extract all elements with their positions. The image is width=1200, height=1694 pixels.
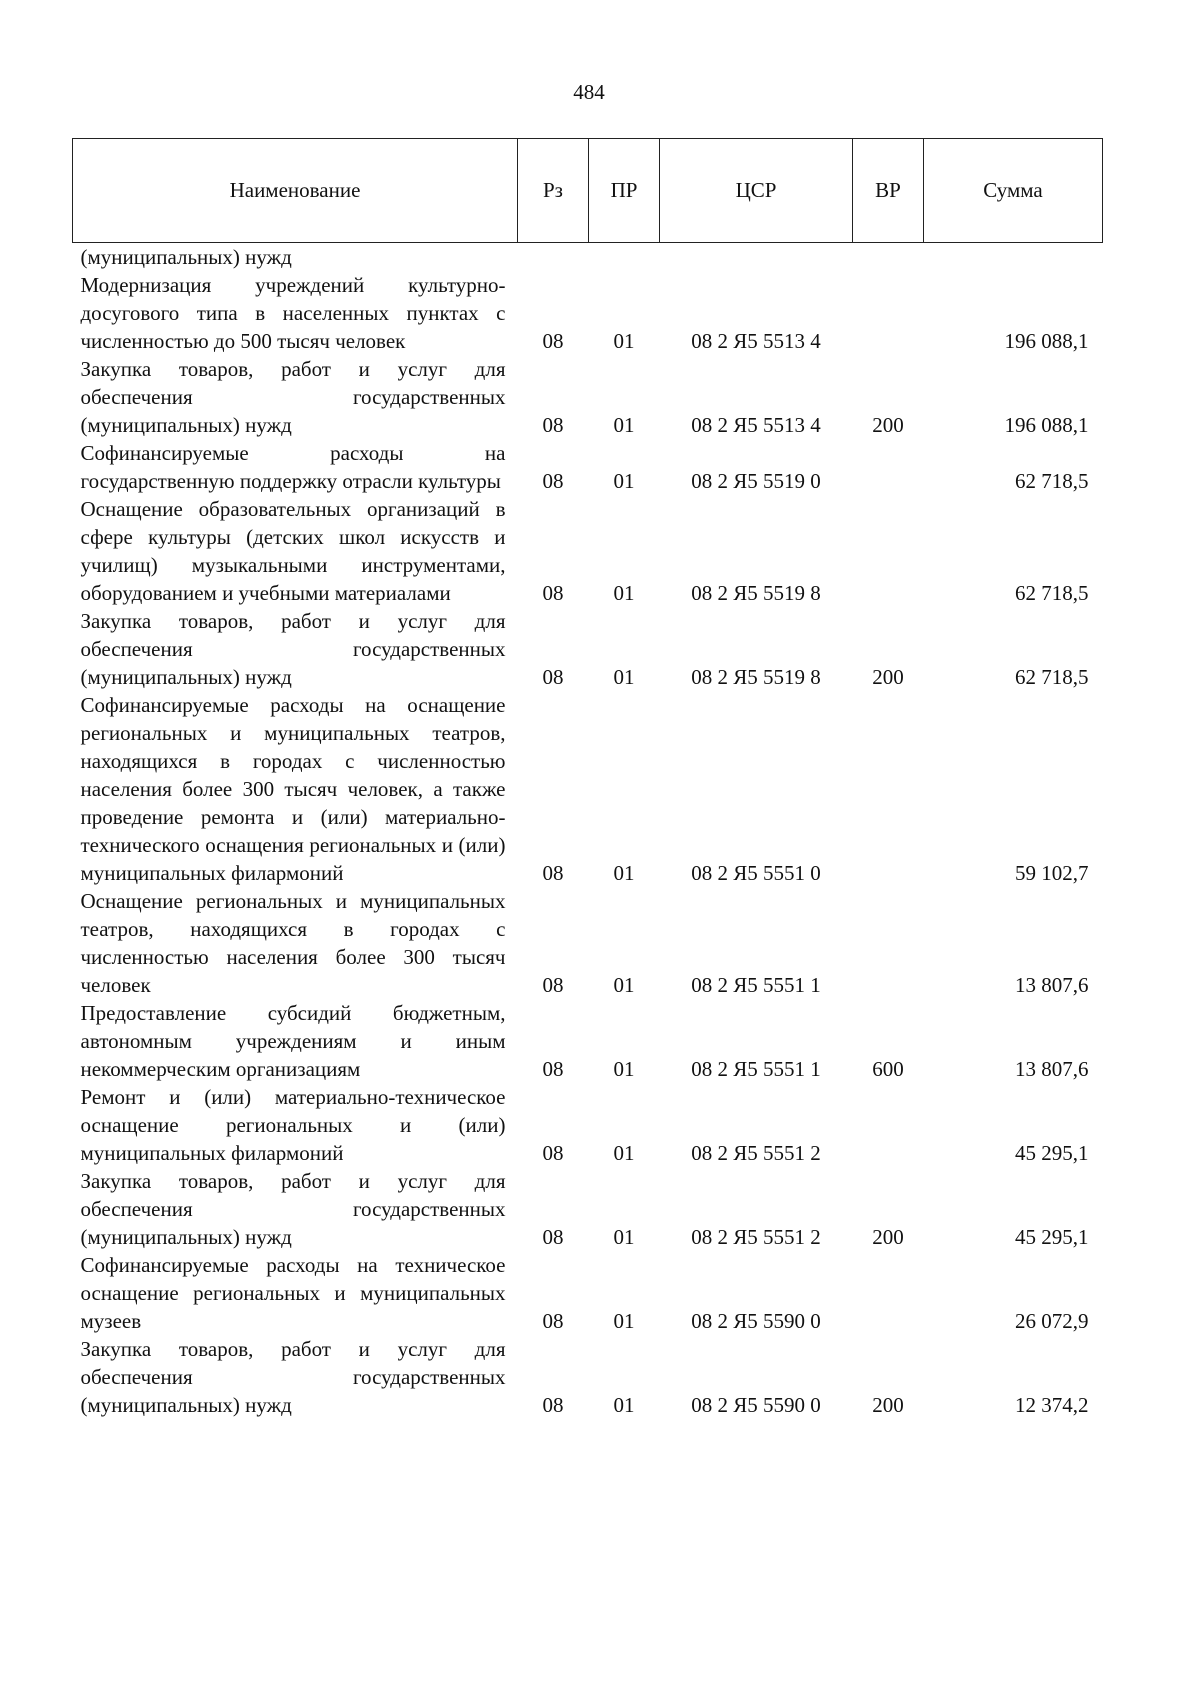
cell-pr: 01 (613, 973, 635, 997)
cell-csr: 08 2 Я5 5519 8 (691, 581, 821, 605)
cell-sum: 45 295,1 (1015, 1141, 1089, 1165)
cell-csr: 08 2 Я5 5513 4 (691, 329, 821, 353)
cell-name: Закупка товаров, работ и услуг для обеспечения государственных (муниципальных) нужд (80, 1337, 506, 1417)
cell-pr: 01 (613, 329, 635, 353)
cell-rz: 08 (542, 329, 564, 353)
table-row (73, 439, 1103, 495)
cell-csr: 08 2 Я5 5590 0 (691, 1309, 821, 1333)
cell-rz: 08 (542, 581, 564, 605)
cell-sum: 12 374,2 (1015, 1393, 1089, 1417)
table-row (73, 999, 1103, 1083)
cell-rz: 08 (542, 469, 564, 493)
cell-sum: 196 088,1 (1004, 413, 1089, 437)
header-sum: Сумма (924, 139, 1103, 243)
cell-sum: 62 718,5 (1015, 469, 1089, 493)
cell-csr: 08 2 Я5 5513 4 (691, 413, 821, 437)
cell-vr (853, 495, 924, 607)
cell-sum: 59 102,7 (1015, 861, 1089, 885)
table-row (73, 1083, 1103, 1167)
table-row (73, 691, 1103, 887)
table-row (73, 495, 1103, 607)
header-csr: ЦСР (660, 139, 853, 243)
table-body (73, 243, 1103, 1420)
cell-vr (853, 271, 924, 355)
cell-pr: 01 (613, 861, 635, 885)
cell-name: Закупка товаров, работ и услуг для обеспечения государственных (муниципальных) нужд (80, 609, 506, 689)
cell-pr: 01 (613, 1393, 635, 1417)
cell-sum: 62 718,5 (1015, 665, 1089, 689)
cell-pr: 01 (613, 413, 635, 437)
cell-sum (924, 243, 1103, 272)
cell-vr: 200 (872, 1225, 904, 1249)
cell-vr: 200 (872, 1393, 904, 1417)
cell-sum: 196 088,1 (1004, 329, 1089, 353)
cell-name: Ремонт и (или) материально-техническое оснащение региональных и (или) муниципальных филармоний (80, 1085, 506, 1165)
table-row (73, 271, 1103, 355)
header-row (73, 139, 1103, 243)
cell-name: Предоставление субсидий бюджетным, автономным учреждениям и иным некоммерческим организациям (80, 1001, 506, 1081)
cell-sum: 62 718,5 (1015, 581, 1089, 605)
table-row (73, 607, 1103, 691)
cell-vr (853, 887, 924, 999)
cell-vr (853, 691, 924, 887)
table-row (73, 887, 1103, 999)
header-name: Наименование (73, 139, 518, 243)
cell-sum: 13 807,6 (1015, 1057, 1089, 1081)
cell-csr: 08 2 Я5 5551 2 (691, 1225, 821, 1249)
cell-pr: 01 (613, 665, 635, 689)
cell-vr (853, 1251, 924, 1335)
cell-name: Закупка товаров, работ и услуг для обеспечения государственных (муниципальных) нужд (80, 1169, 506, 1249)
cell-csr: 08 2 Я5 5551 2 (691, 1141, 821, 1165)
table-header (73, 139, 1103, 243)
cell-sum: 26 072,9 (1015, 1309, 1089, 1333)
table-row (73, 1167, 1103, 1251)
cell-pr: 01 (613, 1141, 635, 1165)
cell-rz: 08 (542, 1393, 564, 1417)
cell-vr (853, 1083, 924, 1167)
cell-rz: 08 (542, 413, 564, 437)
cell-vr: 200 (872, 665, 904, 689)
cell-rz (518, 243, 589, 272)
cell-pr: 01 (613, 1309, 635, 1333)
table-row (73, 1251, 1103, 1335)
header-vr: ВР (853, 139, 924, 243)
cell-vr: 200 (872, 413, 904, 437)
cell-rz: 08 (542, 1309, 564, 1333)
cell-pr: 01 (613, 1225, 635, 1249)
cell-name: Оснащение образовательных организаций в сфере культуры (детских школ искусств и училищ) музыкальными инструментами, оборудованием и учебными материалами (80, 497, 506, 605)
header-pr: ПР (589, 139, 660, 243)
table-row (73, 1335, 1103, 1419)
cell-csr: 08 2 Я5 5551 0 (691, 861, 821, 885)
cell-name: Софинансируемые расходы на техническое оснащение региональных и муниципальных музеев (80, 1253, 506, 1333)
table-row (73, 355, 1103, 439)
cell-csr: 08 2 Я5 5551 1 (691, 1057, 821, 1081)
cell-name: Оснащение региональных и муниципальных театров, находящихся в городах с численностью населения более 300 тысяч человек (80, 889, 506, 997)
cell-sum: 13 807,6 (1015, 973, 1089, 997)
cell-vr (853, 243, 924, 272)
cell-vr (853, 439, 924, 495)
cell-rz: 08 (542, 665, 564, 689)
cell-sum: 45 295,1 (1015, 1225, 1089, 1249)
header-rz: Рз (518, 139, 589, 243)
cell-vr: 600 (872, 1057, 904, 1081)
cell-name: (муниципальных) нужд (80, 245, 292, 269)
cell-name: Софинансируемые расходы на государственную поддержку отрасли культуры (80, 441, 506, 493)
page-number: 484 (573, 80, 605, 104)
cell-pr: 01 (613, 581, 635, 605)
cell-pr (589, 243, 660, 272)
cell-csr: 08 2 Я5 5551 1 (691, 973, 821, 997)
cell-rz: 08 (542, 861, 564, 885)
cell-rz: 08 (542, 1225, 564, 1249)
cell-name: Модернизация учреждений культурно-досугового типа в населенных пунктах с численностью до 500 тысяч человек (80, 273, 506, 353)
table-row (73, 243, 1103, 272)
cell-csr: 08 2 Я5 5519 8 (691, 665, 821, 689)
cell-rz: 08 (542, 1141, 564, 1165)
cell-csr (660, 243, 853, 272)
cell-name: Софинансируемые расходы на оснащение региональных и муниципальных театров, находящихся в городах с численностью населения более 300 тысяч человек, а также проведение ремонта и (или) материально-технического оснащения региональных и (или) муниципальных филармоний (80, 693, 506, 885)
cell-name: Закупка товаров, работ и услуг для обеспечения государственных (муниципальных) нужд (80, 357, 506, 437)
budget-table (72, 138, 1103, 1419)
cell-rz: 08 (542, 973, 564, 997)
cell-csr: 08 2 Я5 5590 0 (691, 1393, 821, 1417)
cell-pr: 01 (613, 1057, 635, 1081)
cell-pr: 01 (613, 469, 635, 493)
cell-csr: 08 2 Я5 5519 0 (691, 469, 821, 493)
cell-rz: 08 (542, 1057, 564, 1081)
